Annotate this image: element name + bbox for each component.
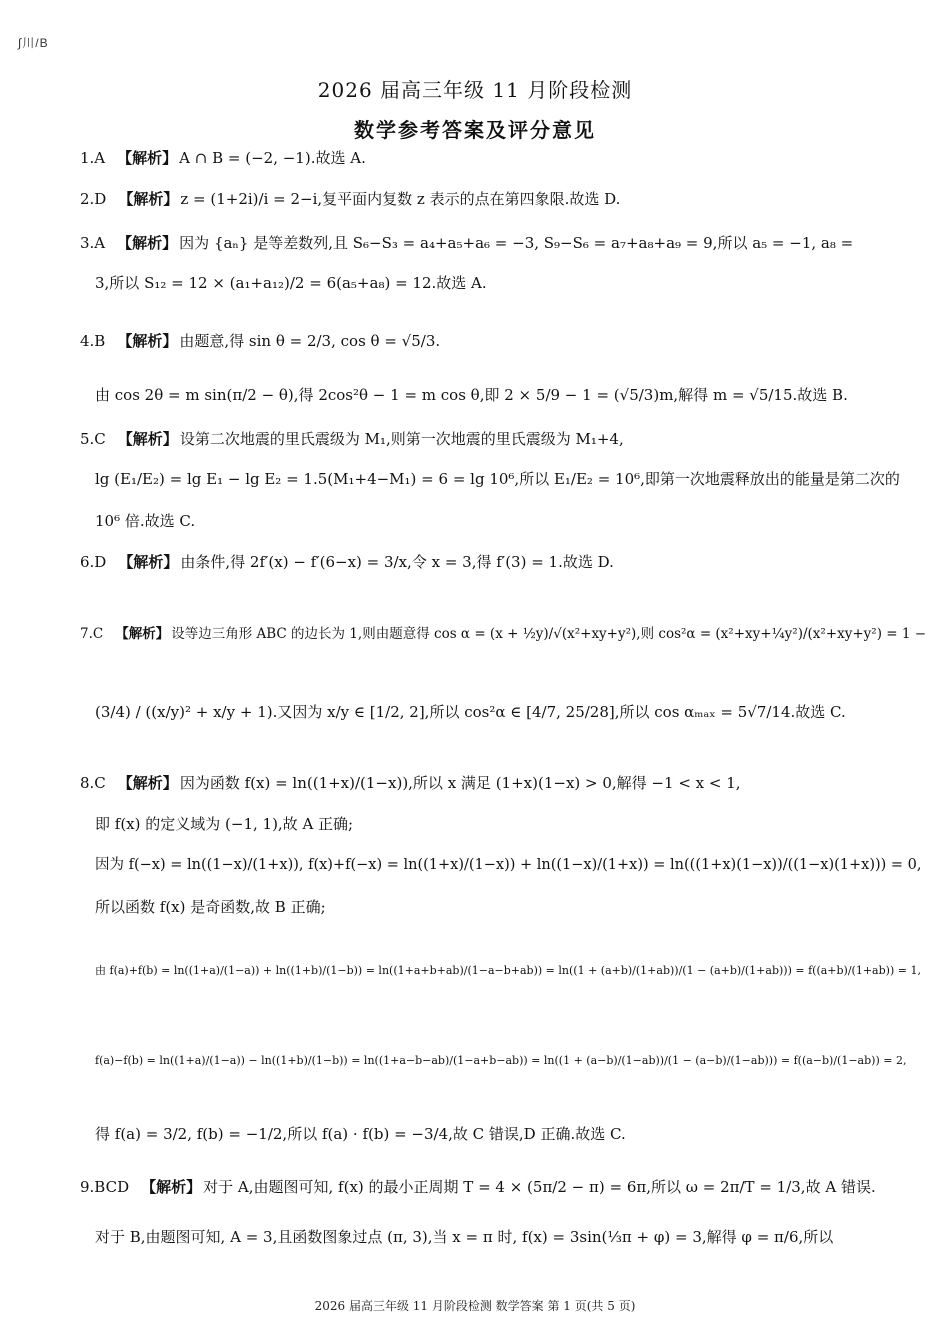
answer-q7 (80, 623, 926, 645)
analysis-tag: 【解析】 (115, 626, 170, 642)
answer-q4-line2: 由 cos 2θ = m sin(π/2 − θ),得 2cos²θ − 1 = m cos θ,即 2 × 5/9 − 1 = (√5/3)m,解得 m = √5/15.故选 B. (95, 386, 848, 404)
answer-number: 4.B (80, 332, 106, 350)
answer-text: 由条件,得 2f′(x) − f′(6−x) = 3/x,令 x = 3,得 f′(3) = 1.故选 D. (180, 553, 614, 571)
answer-q3-line2: 3,所以 S₁₂ = 12 × (a₁+a₁₂)/2 = 6(a₅+a₈) = 12.故选 A. (95, 274, 487, 292)
analysis-tag: 【解析】 (118, 190, 179, 208)
analysis-tag: 【解析】 (117, 332, 178, 350)
answer-number: 2.D (80, 190, 107, 208)
answer-q8-line5: 由 f(a)+f(b) = ln((1+a)/(1−a)) + ln((1+b)/(1−b)) = ln((1+a+b+ab)/(1−a−b+ab)) = ln((1 + (a+b)/(1+ab))/(1 − (a+b)/(1+ab))) = f((a+b)/(1+ab)) = 1, (95, 964, 921, 977)
answer-number: 3.A (80, 234, 106, 252)
answer-q4 (80, 330, 440, 352)
analysis-tag: 【解析】 (117, 774, 178, 792)
answer-number: 8.C (80, 774, 106, 792)
answer-q9-line2: 对于 B,由题图可知, A = 3,且函数图象过点 (π, 3),当 x = π 时, f(x) = 3sin(⅓π + φ) = 3,解得 φ = π/6,所以 (95, 1228, 834, 1246)
answer-q5 (80, 428, 624, 450)
answer-text: 设等边三角形 ABC 的边长为 1,则由题意得 cos α = (x + ½y)/√(x²+xy+y²),则 cos²α = (x²+xy+¼y²)/(x²+xy+y²) = 1 − (171, 626, 927, 642)
page-title: 2026 届高三年级 11 月阶段检测 (317, 78, 633, 102)
page-footer: 2026 届高三年级 11 月阶段检测 数学答案 第 1 页(共 5 页) (314, 1299, 636, 1313)
answer-text: A ∩ B = (−2, −1).故选 A. (179, 149, 366, 167)
answer-q8-line4: 所以函数 f(x) 是奇函数,故 B 正确; (95, 898, 326, 916)
answer-text: 因为函数 f(x) = ln((1+x)/(1−x)),所以 x 满足 (1+x)(1−x) > 0,解得 −1 < x < 1, (179, 774, 741, 792)
page-subtitle: 数学参考答案及评分意见 (354, 118, 596, 142)
answer-text: z = (1+2i)/i = 2−i,复平面内复数 z 表示的点在第四象限.故选 D. (180, 190, 621, 208)
answer-q8 (80, 772, 741, 794)
answer-q2 (80, 188, 620, 210)
answer-q9 (80, 1176, 876, 1198)
answer-q8-line7: 得 f(a) = 3/2, f(b) = −1/2,所以 f(a) · f(b) = −3/4,故 C 错误,D 正确.故选 C. (95, 1125, 626, 1143)
answer-q8-line3: 因为 f(−x) = ln((1−x)/(1+x)), f(x)+f(−x) = ln((1+x)/(1−x)) + ln((1−x)/(1+x)) = ln(((1+x)(1−x))/((1−x)(1+x))) = 0, (95, 857, 922, 873)
analysis-tag: 【解析】 (117, 234, 178, 252)
answer-q5-line2: lg (E₁/E₂) = lg E₁ − lg E₂ = 1.5(M₁+4−M₁) = 6 = lg 10⁶,所以 E₁/E₂ = 10⁶,即第一次地震释放出的能量是第二次的 (95, 470, 900, 488)
analysis-tag: 【解析】 (118, 553, 179, 571)
answer-q7-line2: (3/4) / ((x/y)² + x/y + 1).又因为 x/y ∈ [1/2, 2],所以 cos²α ∈ [4/7, 25/28],所以 cos αₘₐₓ = 5√7/14.故选 C. (95, 703, 846, 721)
answer-q3 (80, 232, 853, 254)
corner-mark: ∫川/B (18, 36, 49, 50)
answer-number: 1.A (80, 149, 106, 167)
analysis-tag: 【解析】 (117, 149, 178, 167)
answer-q8-line6: f(a)−f(b) = ln((1+a)/(1−a)) − ln((1+b)/(1−b)) = ln((1+a−b−ab)/(1−a+b−ab)) = ln((1 + (a−b)/(1−ab))/(1 − (a−b)/(1−ab))) = f((a−b)/(1−ab)) = 2, (95, 1054, 907, 1067)
analysis-tag: 【解析】 (117, 430, 178, 448)
answer-q6 (80, 551, 614, 573)
answer-q5-line3: 10⁶ 倍.故选 C. (95, 512, 196, 530)
answer-text: 因为 {aₙ} 是等差数列,且 S₆−S₃ = a₄+a₅+a₆ = −3, S₉−S₆ = a₇+a₈+a₉ = 9,所以 a₅ = −1, a₈ = (179, 234, 854, 252)
answer-text: 设第二次地震的里氏震级为 M₁,则第一次地震的里氏震级为 M₁+4, (179, 430, 624, 448)
answer-q1 (80, 147, 366, 169)
answer-text: 由题意,得 sin θ = 2/3, cos θ = √5/3. (179, 332, 441, 350)
answer-q8-line2: 即 f(x) 的定义域为 (−1, 1),故 A 正确; (95, 815, 354, 833)
answer-text: 对于 A,由题图可知, f(x) 的最小正周期 T = 4 × (5π/2 − π) = 6π,所以 ω = 2π/T = 1/3,故 A 错误. (203, 1178, 876, 1196)
answer-number: 6.D (80, 553, 107, 571)
answer-number: 7.C (80, 626, 104, 642)
answer-number: 5.C (80, 430, 106, 448)
analysis-tag: 【解析】 (141, 1178, 202, 1196)
answer-number: 9.BCD (80, 1178, 130, 1196)
